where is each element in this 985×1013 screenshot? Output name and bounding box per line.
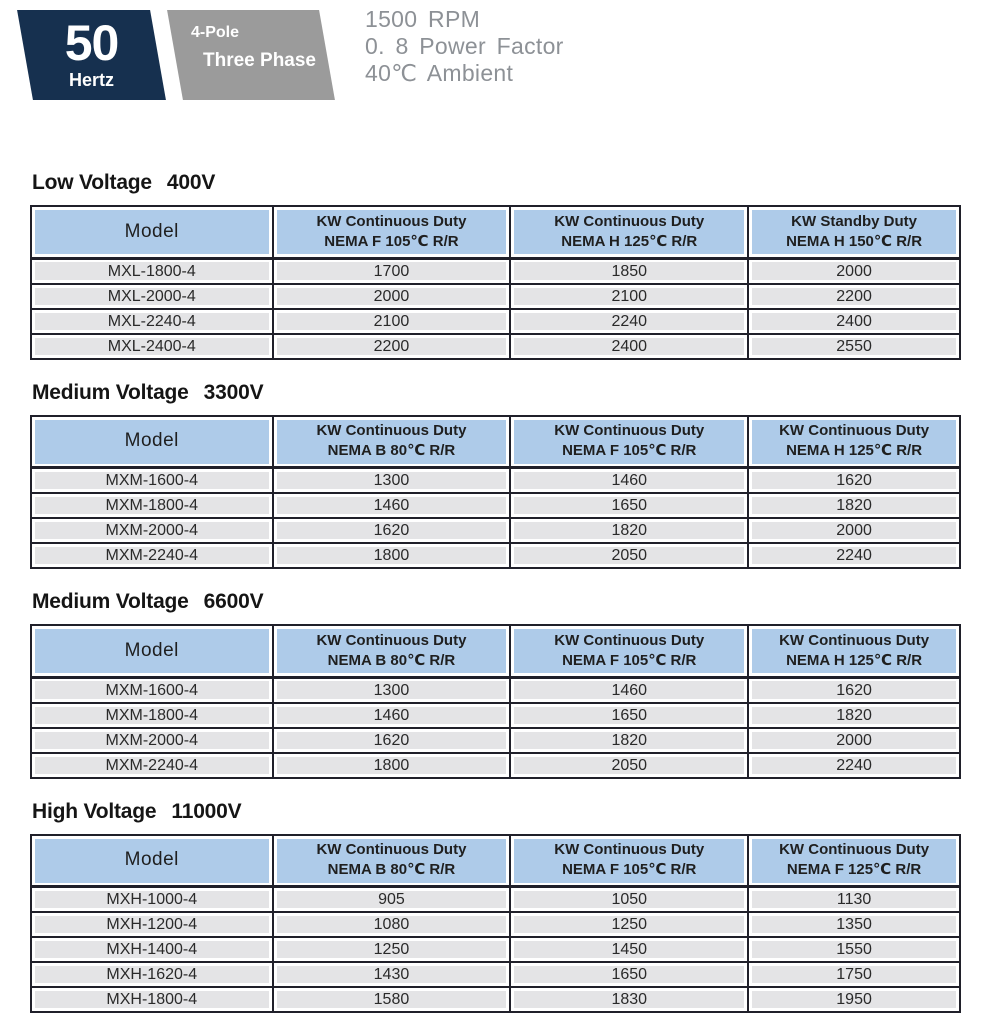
spec-ambient: 40℃ Ambient <box>365 60 564 87</box>
value-cell: 1350 <box>748 912 960 937</box>
model-cell: MXL-2400-4 <box>31 334 273 359</box>
section-title-text: High Voltage <box>32 800 156 823</box>
phase-label: Three Phase <box>203 50 327 72</box>
section-medium-voltage-6600v <box>30 591 961 779</box>
section-title <box>32 172 961 194</box>
model-column-header: Model <box>31 835 273 887</box>
column-header-line2: NEMA F 105℃ R/R <box>514 860 744 880</box>
model-cell: MXH-1800-4 <box>31 987 273 1012</box>
model-cell: MXH-1000-4 <box>31 887 273 913</box>
table-row <box>31 334 960 359</box>
column-header-line2: NEMA B 80℃ R/R <box>277 651 507 671</box>
table-row <box>31 937 960 962</box>
section-title <box>32 382 961 404</box>
table-row <box>31 753 960 778</box>
column-header-line2: NEMA H 125℃ R/R <box>752 651 956 671</box>
section-title <box>32 801 961 823</box>
section-high-voltage-11000v <box>30 801 961 1013</box>
value-cell: 2050 <box>510 543 748 568</box>
section-voltage: 3300V <box>204 381 264 404</box>
value-cell: 1450 <box>510 937 748 962</box>
column-header-line1: KW Continuous Duty <box>277 421 507 441</box>
column-header-line2: NEMA F 105℃ R/R <box>277 232 507 252</box>
table-row <box>31 258 960 284</box>
value-cell: 1050 <box>510 887 748 913</box>
value-cell: 2100 <box>510 284 748 309</box>
value-cell: 1300 <box>273 677 511 703</box>
table-row <box>31 703 960 728</box>
column-header <box>510 835 748 887</box>
column-header-line1: KW Continuous Duty <box>752 631 956 651</box>
section-title-text: Medium Voltage <box>32 590 189 613</box>
column-header-line2: NEMA B 80℃ R/R <box>277 860 507 880</box>
frequency-badge <box>25 10 158 100</box>
value-cell: 1460 <box>510 468 748 494</box>
value-cell: 1820 <box>748 703 960 728</box>
value-cell: 1650 <box>510 493 748 518</box>
spec-table <box>30 834 961 1013</box>
value-cell: 1620 <box>273 728 511 753</box>
value-cell: 1080 <box>273 912 511 937</box>
table-row <box>31 309 960 334</box>
value-cell: 1650 <box>510 962 748 987</box>
value-cell: 2240 <box>748 543 960 568</box>
model-cell: MXH-1400-4 <box>31 937 273 962</box>
spec-table <box>30 624 961 779</box>
column-header <box>273 625 511 677</box>
model-cell: MXM-1800-4 <box>31 703 273 728</box>
value-cell: 1620 <box>273 518 511 543</box>
value-cell: 1430 <box>273 962 511 987</box>
model-column-header: Model <box>31 416 273 468</box>
spec-power-factor: 0. 8 Power Factor <box>365 33 564 60</box>
column-header <box>748 416 960 468</box>
value-cell: 1820 <box>510 728 748 753</box>
column-header <box>273 416 511 468</box>
pole-label: 4-Pole <box>191 24 327 42</box>
table-row <box>31 987 960 1012</box>
value-cell: 2100 <box>273 309 511 334</box>
value-cell: 2000 <box>273 284 511 309</box>
model-cell: MXL-1800-4 <box>31 258 273 284</box>
model-cell: MXM-2240-4 <box>31 753 273 778</box>
table-row <box>31 518 960 543</box>
table-row <box>31 284 960 309</box>
value-cell: 1820 <box>748 493 960 518</box>
column-header <box>748 625 960 677</box>
model-column-header: Model <box>31 625 273 677</box>
section-voltage: 6600V <box>204 590 264 613</box>
header-row <box>31 835 960 887</box>
table-row <box>31 887 960 913</box>
spec-table <box>30 415 961 570</box>
column-header <box>273 835 511 887</box>
model-cell: MXM-2000-4 <box>31 728 273 753</box>
value-cell: 1750 <box>748 962 960 987</box>
section-title-text: Low Voltage <box>32 171 152 194</box>
model-cell: MXH-1620-4 <box>31 962 273 987</box>
value-cell: 1460 <box>273 493 511 518</box>
column-header-line1: KW Continuous Duty <box>514 840 744 860</box>
spec-table <box>30 205 961 360</box>
model-cell: MXM-1600-4 <box>31 468 273 494</box>
value-cell: 1250 <box>510 912 748 937</box>
column-header-line1: KW Continuous Duty <box>514 212 744 232</box>
section-voltage: 11000V <box>171 800 241 823</box>
value-cell: 1700 <box>273 258 511 284</box>
value-cell: 2400 <box>510 334 748 359</box>
value-cell: 1800 <box>273 543 511 568</box>
value-cell: 2200 <box>748 284 960 309</box>
value-cell: 2000 <box>748 728 960 753</box>
column-header-line2: NEMA B 80℃ R/R <box>277 441 507 461</box>
table-row <box>31 493 960 518</box>
section-medium-voltage-3300v <box>30 382 961 570</box>
value-cell: 1580 <box>273 987 511 1012</box>
value-cell: 1650 <box>510 703 748 728</box>
value-cell: 2000 <box>748 518 960 543</box>
value-cell: 1460 <box>510 677 748 703</box>
column-header <box>510 625 748 677</box>
value-cell: 1460 <box>273 703 511 728</box>
model-cell: MXL-2000-4 <box>31 284 273 309</box>
column-header-line1: KW Continuous Duty <box>514 631 744 651</box>
value-cell: 2050 <box>510 753 748 778</box>
value-cell: 2400 <box>748 309 960 334</box>
column-header <box>510 206 748 258</box>
value-cell: 1250 <box>273 937 511 962</box>
value-cell: 2200 <box>273 334 511 359</box>
table-row <box>31 728 960 753</box>
spec-rpm: 1500 RPM <box>365 6 564 33</box>
value-cell: 1850 <box>510 258 748 284</box>
page-header <box>0 0 985 110</box>
value-cell: 2240 <box>510 309 748 334</box>
column-header-line2: NEMA H 125℃ R/R <box>752 441 956 461</box>
table-row <box>31 468 960 494</box>
model-cell: MXM-1800-4 <box>31 493 273 518</box>
column-header <box>748 206 960 258</box>
column-header <box>748 835 960 887</box>
column-header-line2: NEMA F 105℃ R/R <box>514 441 744 461</box>
column-header-line1: KW Standby Duty <box>752 212 956 232</box>
column-header-line2: NEMA H 125℃ R/R <box>514 232 744 252</box>
column-header-line2: NEMA H 150℃ R/R <box>752 232 956 252</box>
column-header-line1: KW Continuous Duty <box>277 631 507 651</box>
value-cell: 1620 <box>748 677 960 703</box>
model-cell: MXM-2000-4 <box>31 518 273 543</box>
model-cell: MXH-1200-4 <box>31 912 273 937</box>
column-header-line1: KW Continuous Duty <box>752 421 956 441</box>
value-cell: 2240 <box>748 753 960 778</box>
frequency-value: 50 <box>25 18 158 68</box>
column-header <box>510 416 748 468</box>
spec-summary <box>365 6 564 87</box>
section-title-text: Medium Voltage <box>32 381 189 404</box>
value-cell: 1550 <box>748 937 960 962</box>
section-voltage: 400V <box>167 171 215 194</box>
value-cell: 1800 <box>273 753 511 778</box>
header-row <box>31 625 960 677</box>
section-title <box>32 591 961 613</box>
column-header-line1: KW Continuous Duty <box>277 212 507 232</box>
pole-phase-badge <box>175 10 327 100</box>
model-cell: MXM-2240-4 <box>31 543 273 568</box>
model-cell: MXL-2240-4 <box>31 309 273 334</box>
header-row <box>31 206 960 258</box>
frequency-unit: Hertz <box>25 70 158 91</box>
header-row <box>31 416 960 468</box>
table-row <box>31 543 960 568</box>
column-header <box>273 206 511 258</box>
value-cell: 1820 <box>510 518 748 543</box>
value-cell: 2000 <box>748 258 960 284</box>
section-low-voltage-400v <box>30 172 961 360</box>
table-row <box>31 912 960 937</box>
column-header-line2: NEMA F 105℃ R/R <box>514 651 744 671</box>
column-header-line1: KW Continuous Duty <box>277 840 507 860</box>
value-cell: 1130 <box>748 887 960 913</box>
model-column-header: Model <box>31 206 273 258</box>
value-cell: 1300 <box>273 468 511 494</box>
value-cell: 1830 <box>510 987 748 1012</box>
value-cell: 1950 <box>748 987 960 1012</box>
column-header-line2: NEMA F 125℃ R/R <box>752 860 956 880</box>
table-row <box>31 962 960 987</box>
table-row <box>31 677 960 703</box>
column-header-line1: KW Continuous Duty <box>514 421 744 441</box>
model-cell: MXM-1600-4 <box>31 677 273 703</box>
rating-tables <box>30 150 961 1013</box>
value-cell: 2550 <box>748 334 960 359</box>
value-cell: 1620 <box>748 468 960 494</box>
value-cell: 905 <box>273 887 511 913</box>
column-header-line1: KW Continuous Duty <box>752 840 956 860</box>
